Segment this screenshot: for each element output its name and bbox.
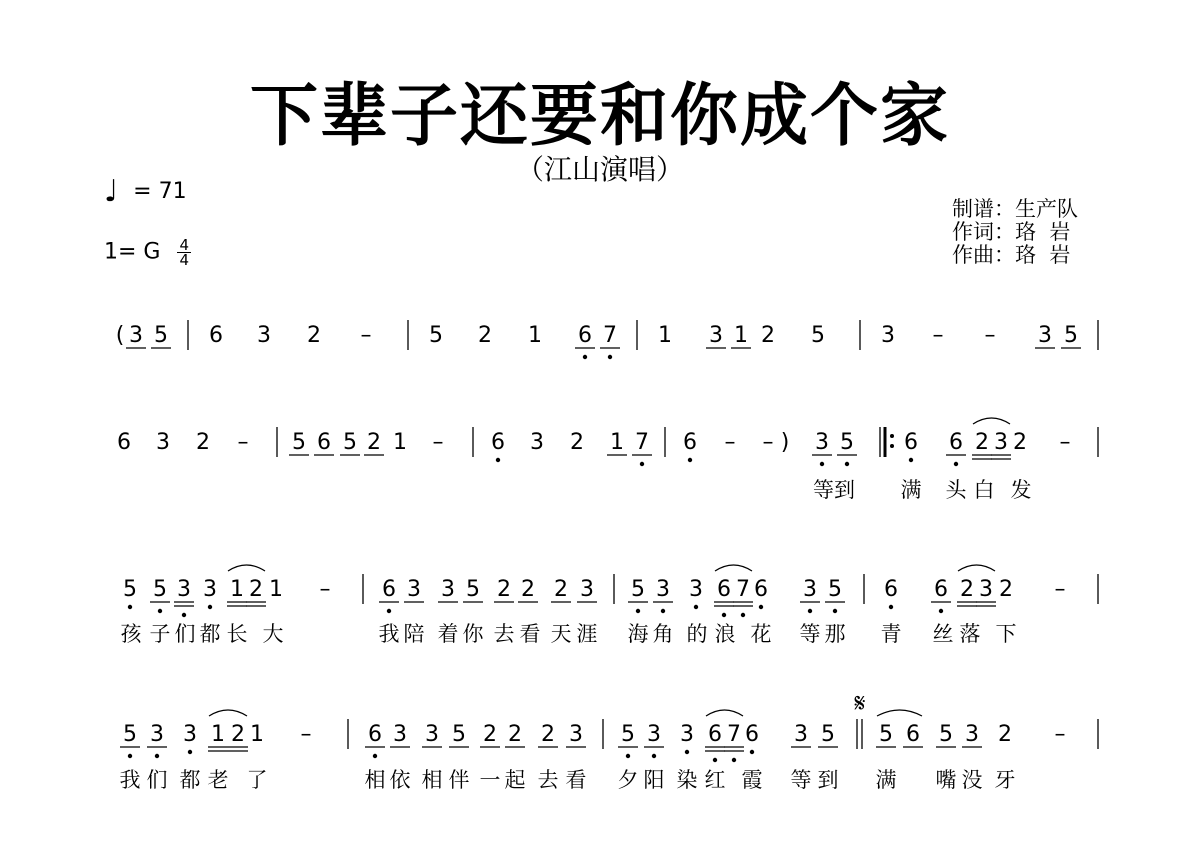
note: 1 xyxy=(230,577,244,602)
note: 5 xyxy=(123,577,137,602)
note: 6 xyxy=(717,577,731,602)
note: 6 xyxy=(745,722,759,747)
note: 2 xyxy=(541,722,555,747)
lyric: 花 xyxy=(750,622,772,646)
octave-dot xyxy=(155,754,159,758)
note: 2 xyxy=(998,722,1012,747)
lyric: 到 xyxy=(817,768,839,792)
lyric: 去 xyxy=(537,768,559,792)
octave-dot xyxy=(759,605,763,609)
note: 5 xyxy=(429,323,443,348)
octave-dot xyxy=(636,609,640,613)
octave-dot xyxy=(496,458,500,462)
quarter-note-icon: ♩ xyxy=(104,174,119,209)
note: 3 xyxy=(647,722,661,747)
lyric: 满 xyxy=(875,768,897,792)
note: 3 xyxy=(1038,323,1052,348)
note: 5 xyxy=(154,323,168,348)
note: 2 xyxy=(960,577,974,602)
octave-dot xyxy=(583,355,587,359)
note: 5 xyxy=(153,577,167,602)
note: 5 xyxy=(840,430,854,455)
note: 5 xyxy=(466,577,480,602)
note: 2 xyxy=(196,430,210,455)
octave-dot xyxy=(732,758,736,762)
octave-dot xyxy=(722,613,726,617)
note: 5 xyxy=(343,430,357,455)
lyric: 相 xyxy=(364,768,386,792)
lyric: 夕 xyxy=(617,768,639,792)
lyric: 陪 xyxy=(403,622,425,646)
octave-dot xyxy=(820,462,824,466)
lyric: 长 xyxy=(226,622,248,646)
note: 1 xyxy=(734,323,748,348)
lyric: 的 xyxy=(686,622,708,646)
time-signature-bottom: 4 xyxy=(179,251,190,269)
note: 1 xyxy=(658,323,672,348)
octave-dot xyxy=(939,609,943,613)
octave-dot xyxy=(626,754,630,758)
note: 6 xyxy=(117,430,131,455)
lyric: 一 xyxy=(479,768,501,792)
octave-dot xyxy=(808,609,812,613)
lyric: 角 xyxy=(652,622,674,646)
lyric: 红 xyxy=(704,768,726,792)
octave-dot xyxy=(387,609,391,613)
tempo-value: = 71 xyxy=(133,179,187,204)
note: 3 xyxy=(709,323,723,348)
note: 6 xyxy=(906,722,920,747)
octave-dot xyxy=(652,754,656,758)
note: 3 xyxy=(203,577,217,602)
octave-dot xyxy=(713,758,717,762)
note: 3 xyxy=(257,323,271,348)
note: 3 xyxy=(569,722,583,747)
lyric: 海 xyxy=(627,622,649,646)
lyric: 涯 xyxy=(576,622,598,646)
octave-dot xyxy=(661,609,665,613)
note: 1 xyxy=(393,430,407,455)
note: 5 xyxy=(123,722,137,747)
slur xyxy=(958,565,995,571)
note: 3 xyxy=(979,577,993,602)
note: 3 xyxy=(441,577,455,602)
note: 3 xyxy=(815,430,829,455)
octave-dot xyxy=(188,750,192,754)
note: 3 xyxy=(425,722,439,747)
slur xyxy=(715,565,752,571)
note: 6 xyxy=(683,430,697,455)
note: 3 xyxy=(530,430,544,455)
lyric: 染 xyxy=(676,768,698,792)
slur xyxy=(877,710,922,716)
octave-dot xyxy=(688,458,692,462)
repeat-dot xyxy=(890,444,894,448)
note: 1 xyxy=(211,722,225,747)
note: 3 xyxy=(689,577,703,602)
hold-dash: – xyxy=(300,722,312,747)
note: 2 xyxy=(497,577,511,602)
note: 5 xyxy=(939,722,953,747)
note: 1 xyxy=(528,323,542,348)
note: 2 xyxy=(1013,430,1027,455)
hold-dash: – xyxy=(932,323,944,348)
note: 5 xyxy=(1064,323,1078,348)
octave-dot xyxy=(128,605,132,609)
lyric: 起 xyxy=(504,768,526,792)
lyric: 阳 xyxy=(643,768,665,792)
note: 2 xyxy=(554,577,568,602)
note: 5 xyxy=(811,323,825,348)
octave-dot xyxy=(889,605,893,609)
lyric: 发 xyxy=(1010,478,1032,502)
note: 2 xyxy=(483,722,497,747)
note: 7 xyxy=(727,722,741,747)
note: 2 xyxy=(307,323,321,348)
lyric: 着 xyxy=(437,622,459,646)
note: 7 xyxy=(635,430,649,455)
note: 6 xyxy=(949,430,963,455)
hold-dash: – xyxy=(1054,577,1066,602)
note: 6 xyxy=(368,722,382,747)
lyric: 天 xyxy=(550,622,572,646)
note: 3 xyxy=(150,722,164,747)
note: 2 xyxy=(231,722,245,747)
note: 7 xyxy=(603,323,617,348)
note: 3 xyxy=(803,577,817,602)
octave-dot xyxy=(128,754,132,758)
lyric: 伴 xyxy=(448,768,470,792)
note: 3 xyxy=(183,722,197,747)
hold-dash: – xyxy=(432,430,444,455)
lyric: 头 xyxy=(945,478,967,502)
credit-transcriber: 制谱：生产队 xyxy=(952,197,1078,221)
octave-dot xyxy=(909,458,913,462)
note: 5 xyxy=(292,430,306,455)
lyric: 你 xyxy=(462,622,484,646)
note: 3 xyxy=(994,430,1008,455)
note: 5 xyxy=(821,722,835,747)
note: 6 xyxy=(884,577,898,602)
lyric: 去 xyxy=(493,622,515,646)
octave-dot xyxy=(608,355,612,359)
lyric: 丝 xyxy=(932,622,954,646)
octave-dot xyxy=(741,613,745,617)
lyric: 看 xyxy=(565,768,587,792)
octave-dot xyxy=(750,750,754,754)
lyric: 都 xyxy=(179,768,201,792)
credit-composer: 作曲：珞 岩 xyxy=(952,243,1071,267)
lyric: 青 xyxy=(880,622,902,646)
lyric: 下 xyxy=(995,622,1017,646)
octave-dot xyxy=(954,462,958,466)
octave-dot xyxy=(640,462,644,466)
note: 3 xyxy=(407,577,421,602)
lyric: 依 xyxy=(389,768,411,792)
note: 5 xyxy=(828,577,842,602)
hold-dash: – xyxy=(1059,430,1071,455)
octave-dot xyxy=(694,605,698,609)
lyric: 浪 xyxy=(714,622,736,646)
slur xyxy=(228,565,265,571)
lyric: 们 xyxy=(146,768,168,792)
lyric: 落 xyxy=(959,622,981,646)
note: 6 xyxy=(904,430,918,455)
lyric: 子 xyxy=(149,622,171,646)
lyric: 那 xyxy=(824,622,846,646)
lyric: 等 xyxy=(790,768,812,792)
hold-dash: – xyxy=(762,430,774,455)
note: 3 xyxy=(580,577,594,602)
hold-dash: – xyxy=(1054,722,1066,747)
segno-sign: 𝄋 xyxy=(854,689,866,719)
note: 2 xyxy=(367,430,381,455)
note: 1 xyxy=(269,577,283,602)
lyric: 老 xyxy=(207,768,229,792)
lyric: 等到 xyxy=(813,478,855,502)
note: 3 xyxy=(393,722,407,747)
lyric: 大 xyxy=(262,622,284,646)
lyric: 我 xyxy=(378,622,400,646)
note: 6 xyxy=(708,722,722,747)
note: 6 xyxy=(382,577,396,602)
lyric: 白 xyxy=(973,478,995,502)
lyric: 都 xyxy=(199,622,221,646)
note: 3 xyxy=(965,722,979,747)
note: 2 xyxy=(521,577,535,602)
parenthesis: ( xyxy=(115,323,125,348)
lyric: 相 xyxy=(421,768,443,792)
note: 5 xyxy=(621,722,635,747)
lyric: 没 xyxy=(961,768,983,792)
lyric: 我 xyxy=(119,768,141,792)
note: 2 xyxy=(999,577,1013,602)
note: 2 xyxy=(478,323,492,348)
octave-dot xyxy=(685,750,689,754)
note: 2 xyxy=(761,323,775,348)
slur xyxy=(973,418,1010,424)
note: 2 xyxy=(975,430,989,455)
note: 7 xyxy=(736,577,750,602)
song-subtitle: （江山演唱） xyxy=(515,153,684,186)
octave-dot xyxy=(833,609,837,613)
slur xyxy=(706,710,743,716)
lyric: 看 xyxy=(519,622,541,646)
note: 3 xyxy=(881,323,895,348)
lyric: 牙 xyxy=(994,768,1016,792)
hold-dash: – xyxy=(360,323,372,348)
note: 2 xyxy=(570,430,584,455)
lyric: 等 xyxy=(799,622,821,646)
parenthesis: ) xyxy=(780,430,790,455)
octave-dot xyxy=(208,605,212,609)
repeat-dot xyxy=(890,434,894,438)
hold-dash: – xyxy=(724,430,736,455)
note: 3 xyxy=(177,577,191,602)
octave-dot xyxy=(158,609,162,613)
octave-dot xyxy=(373,754,377,758)
lyric: 霞 xyxy=(741,768,763,792)
time-signature-top: 4 xyxy=(179,236,190,254)
song-title: 下辈子还要和你成个家 xyxy=(249,77,950,156)
lyric: 了 xyxy=(246,768,268,792)
note: 5 xyxy=(879,722,893,747)
note: 3 xyxy=(156,430,170,455)
hold-dash: – xyxy=(237,430,249,455)
lyric: 们 xyxy=(174,622,196,646)
note: 5 xyxy=(631,577,645,602)
note: 6 xyxy=(491,430,505,455)
note: 5 xyxy=(452,722,466,747)
hold-dash: – xyxy=(319,577,331,602)
lyric: 嘴 xyxy=(935,768,957,792)
note: 3 xyxy=(680,722,694,747)
note: 6 xyxy=(754,577,768,602)
note: 2 xyxy=(249,577,263,602)
note: 3 xyxy=(794,722,808,747)
note: 6 xyxy=(209,323,223,348)
note: 6 xyxy=(934,577,948,602)
lyric: 满 xyxy=(900,478,922,502)
slur xyxy=(209,710,247,716)
note: 6 xyxy=(578,323,592,348)
note: 1 xyxy=(610,430,624,455)
hold-dash: – xyxy=(984,323,996,348)
note: 3 xyxy=(129,323,143,348)
note: 3 xyxy=(656,577,670,602)
octave-dot xyxy=(182,613,186,617)
note: 1 xyxy=(250,722,264,747)
octave-dot xyxy=(845,462,849,466)
lyric: 孩 xyxy=(120,622,142,646)
key-label: 1= G xyxy=(104,239,161,265)
note: 6 xyxy=(317,430,331,455)
note: 2 xyxy=(508,722,522,747)
credit-lyricist: 作词：珞 岩 xyxy=(952,220,1071,244)
